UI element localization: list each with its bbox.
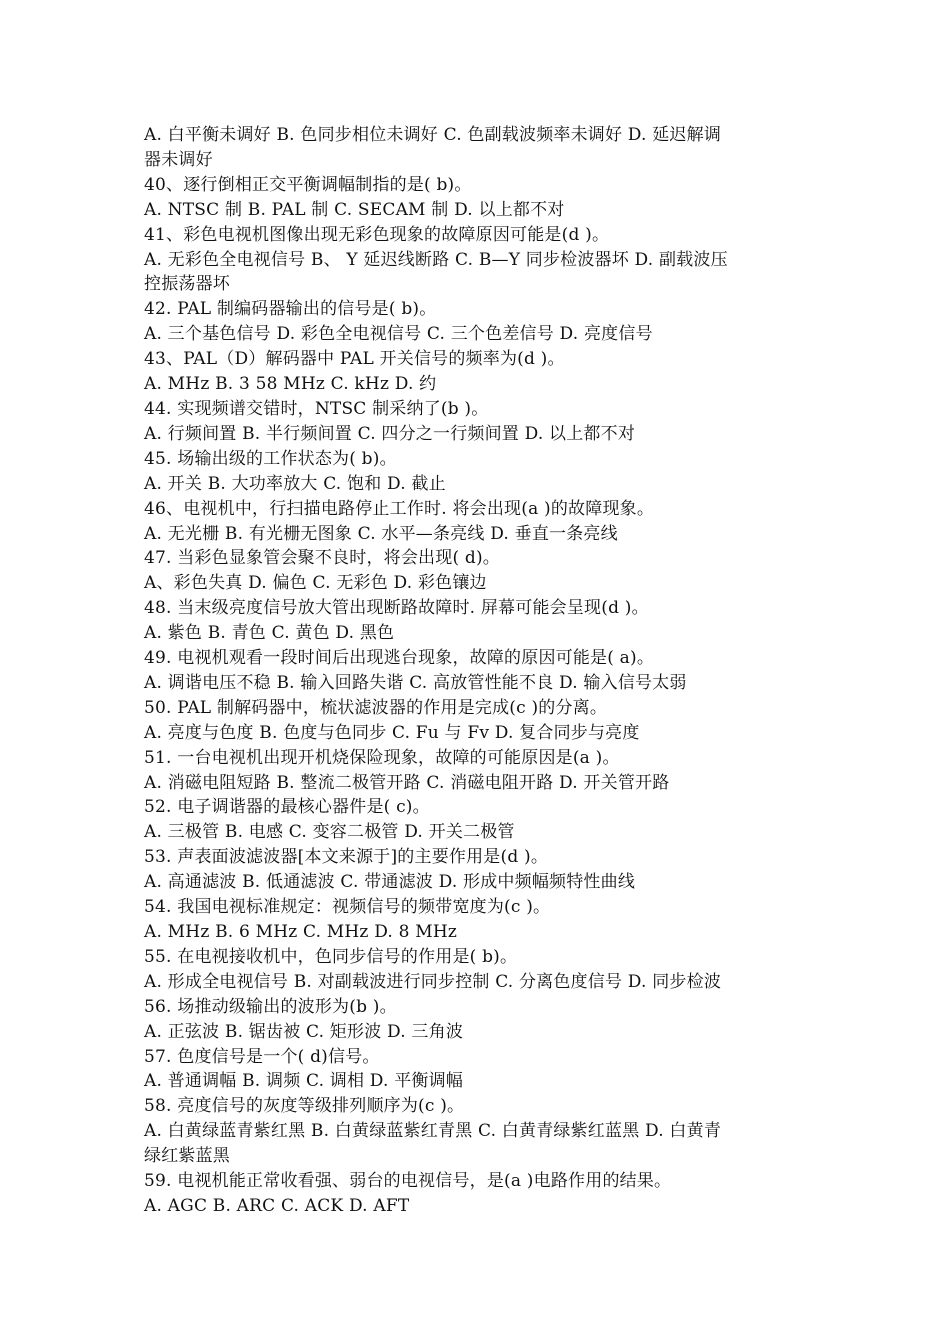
question-line: 47. 当彩色显象管会聚不良时，将会出现( d)。 bbox=[144, 548, 500, 569]
options-line: A. 形成全电视信号 B. 对副载波进行同步控制 C. 分离色度信号 D. 同步检波 bbox=[144, 971, 722, 992]
options-line: A. 高通滤波 B. 低通滤波 C. 带通滤波 D. 形成中频幅频特性曲线 bbox=[144, 872, 636, 893]
options-line: A. 三极管 B. 电感 C. 变容二极管 D. 开关二极管 bbox=[144, 822, 515, 843]
options-line: A. 消磁电阻短路 B. 整流二极管开路 C. 消磁电阻开路 D. 开关管开路 bbox=[144, 772, 670, 793]
question-line: 50. PAL 制解码器中，梳状滤波器的作用是完成(c )的分离。 bbox=[144, 697, 608, 718]
text-line: 器未调好 bbox=[144, 149, 213, 170]
question-line: 56. 场推动级输出的波形为(b )。 bbox=[144, 996, 397, 1017]
question-line: 45. 场输出级的工作状态为( b)。 bbox=[144, 448, 397, 469]
question-line: 43、PAL（D）解码器中 PAL 开关信号的频率为(d )。 bbox=[144, 349, 565, 370]
options-line: A. MHz B. 3 58 MHz C. kHz D. 约 bbox=[144, 374, 437, 395]
options-line: A. 紫色 B. 青色 C. 黄色 D. 黑色 bbox=[144, 623, 395, 644]
options-line: A. AGC B. ARC C. ACK D. AFT bbox=[144, 1195, 410, 1216]
question-line: 57. 色度信号是一个( d)信号。 bbox=[144, 1046, 380, 1067]
question-line: 46、电视机中，行扫描电路停止工作时. 将会出现(a )的故障现象。 bbox=[144, 498, 655, 519]
options-line: A. 正弦波 B. 锯齿被 C. 矩形波 D. 三角波 bbox=[144, 1021, 464, 1042]
question-line: 54. 我国电视标准规定：视频信号的频带宽度为(c )。 bbox=[144, 897, 551, 918]
question-line: 41、彩色电视机图像出现无彩色现象的故障原因可能是(d )。 bbox=[144, 224, 610, 245]
options-line: 绿红紫蓝黑 bbox=[144, 1146, 230, 1167]
text-line: A. 白平衡未调好 B. 色同步相位未调好 C. 色副载波频率未调好 D. 延迟解调 bbox=[144, 125, 722, 145]
question-line: 58. 亮度信号的灰度等级排列顺序为(c )。 bbox=[144, 1096, 465, 1117]
question-line: 40、逐行倒相正交平衡调幅制指的是( b)。 bbox=[144, 174, 472, 195]
question-line: 48. 当末级亮度信号放大管出现断路故障时. 屏幕可能会呈现(d )。 bbox=[144, 598, 649, 619]
options-line: A. 调谐电压不稳 B. 输入回路失谐 C. 高放管性能不良 D. 输入信号太弱 bbox=[144, 672, 687, 693]
options-line: A. 行频间置 B. 半行频间置 C. 四分之一行频间置 D. 以上都不对 bbox=[144, 423, 636, 444]
options-line: A. 开关 B. 大功率放大 C. 饱和 D. 截止 bbox=[144, 473, 446, 494]
options-line: A. 三个基色信号 D. 彩色全电视信号 C. 三个色差信号 D. 亮度信号 bbox=[144, 324, 653, 345]
question-line: 44. 实现频谱交错时，NTSC 制采纳了(b )。 bbox=[144, 398, 489, 419]
options-line: 控振荡器坏 bbox=[144, 274, 230, 295]
options-line: A. 白黄绿蓝青紫红黑 B. 白黄绿蓝紫红青黑 C. 白黄青绿紫红蓝黑 D. 白黄青 bbox=[144, 1121, 722, 1142]
options-line: A. 普通调幅 B. 调频 C. 调相 D. 平衡调幅 bbox=[144, 1071, 464, 1092]
options-line: A、彩色失真 D. 偏色 C. 无彩色 D. 彩色镶边 bbox=[144, 573, 487, 594]
question-line: 42. PAL 制编码器输出的信号是( b)。 bbox=[144, 299, 437, 320]
options-line: A. NTSC 制 B. PAL 制 C. SECAM 制 D. 以上都不对 bbox=[144, 199, 565, 220]
question-line: 52. 电子调谐器的最核心器件是( c)。 bbox=[144, 797, 430, 818]
options-line: A. 无光栅 B. 有光栅无图象 C. 水平—条亮线 D. 垂直一条亮线 bbox=[144, 523, 618, 544]
question-line: 55. 在电视接收机中，色同步信号的作用是( b)。 bbox=[144, 946, 518, 967]
options-line: A. 无彩色全电视信号 B、 Y 延迟线断路 C. B—Y 同步检波器坏 D. 副载波压 bbox=[144, 249, 728, 270]
question-line: 59. 电视机能正常收看强、弱台的电视信号，是(a )电路作用的结果。 bbox=[144, 1171, 672, 1192]
options-line: A. 亮度与色度 B. 色度与色同步 C. Fu 与 Fv D. 复合同步与亮度 bbox=[144, 722, 640, 743]
question-line: 51. 一台电视机出现开机烧保险现象，故障的可能原因是(a )。 bbox=[144, 747, 620, 768]
document-body bbox=[144, 123, 809, 1219]
question-line: 49. 电视机观看一段时间后出现逃台现象，故障的原因可能是( a)。 bbox=[144, 648, 655, 669]
options-line: A. MHz B. 6 MHz C. MHz D. 8 MHz bbox=[144, 922, 458, 942]
question-line: 53. 声表面波滤波器[本文来源于]的主要作用是(d )。 bbox=[144, 847, 549, 868]
